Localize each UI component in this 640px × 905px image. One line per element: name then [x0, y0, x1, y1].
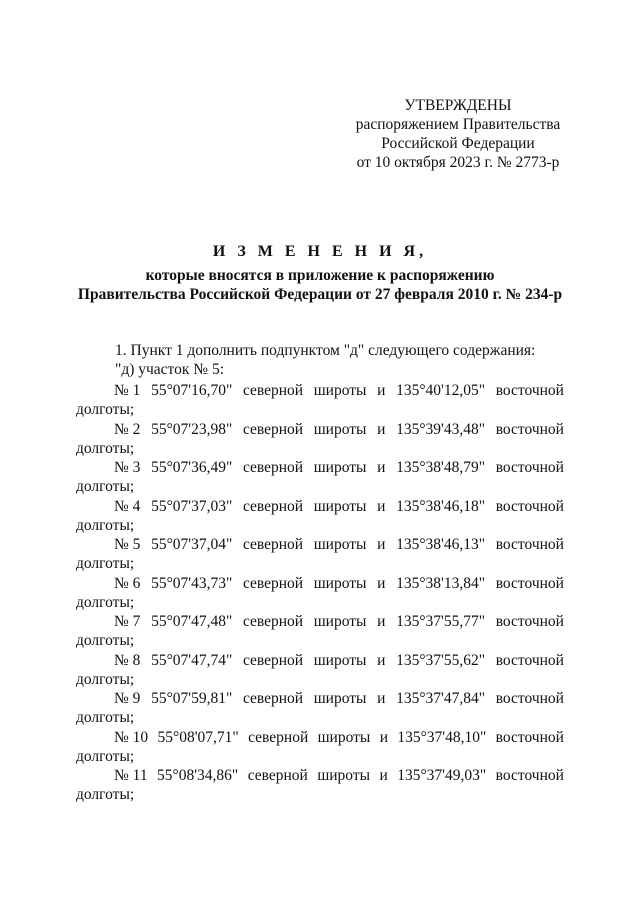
- and-word: и: [377, 420, 386, 438]
- east-word: восточной: [495, 420, 564, 438]
- coordinate-point-1: [76, 380, 564, 419]
- east-word: восточной: [495, 497, 564, 515]
- longitude-value: 135°38'48,79": [396, 459, 486, 476]
- latitude-word: широты: [313, 651, 367, 669]
- longitude-value: 135°40'12,05": [396, 382, 486, 399]
- north-word: северной: [242, 574, 304, 592]
- and-word: и: [377, 459, 386, 476]
- north-word: северной: [242, 420, 304, 438]
- east-word: восточной: [495, 767, 564, 784]
- longitude-value: 135°37'47,84": [396, 690, 486, 707]
- section-heading: "д) участок № 5:: [115, 361, 224, 378]
- north-word: северной: [242, 382, 304, 399]
- latitude-value: 55°07'47,74": [151, 651, 233, 669]
- point-number: № 6: [114, 574, 141, 592]
- longitude-word: долготы;: [76, 747, 135, 765]
- latitude-word: широты: [313, 536, 367, 553]
- approval-heading: УТВЕРЖДЕНЫ: [404, 97, 512, 114]
- point-number: № 3: [114, 459, 141, 476]
- longitude-word: долготы;: [76, 439, 135, 457]
- east-word: восточной: [495, 728, 564, 746]
- latitude-value: 55°08'07,71": [157, 728, 239, 746]
- latitude-value: 55°07'59,81": [151, 690, 233, 707]
- longitude-word: долготы;: [76, 401, 135, 418]
- north-word: северной: [242, 459, 304, 476]
- north-word: северной: [242, 690, 304, 707]
- point-number: № 9: [114, 690, 141, 707]
- latitude-word: широты: [313, 382, 367, 399]
- latitude-value: 55°07'16,70": [151, 382, 233, 399]
- coordinate-point-5: [76, 534, 564, 573]
- longitude-value: 135°38'13,84": [396, 574, 486, 592]
- approval-authority-country: Российской Федерации: [381, 135, 535, 152]
- longitude-value: 135°37'49,03": [397, 767, 487, 784]
- east-word: восточной: [495, 459, 564, 476]
- latitude-word: широты: [317, 767, 371, 784]
- latitude-value: 55°08'34,86": [157, 767, 239, 784]
- north-word: северной: [242, 497, 304, 515]
- north-word: северной: [248, 728, 309, 746]
- approval-authority: распоряжением Правительства: [355, 116, 561, 133]
- latitude-value: 55°07'37,03": [151, 497, 233, 515]
- point-number: № 5: [114, 536, 141, 553]
- approval-date-number: от 10 октября 2023 г. № 2773-р: [356, 154, 560, 171]
- latitude-word: широты: [313, 497, 367, 515]
- point-number: № 4: [114, 497, 141, 515]
- longitude-word: долготы;: [76, 516, 135, 534]
- and-word: и: [379, 728, 388, 746]
- longitude-value: 135°39'43,48": [396, 420, 486, 438]
- longitude-word: долготы;: [76, 786, 135, 803]
- longitude-word: долготы;: [76, 593, 135, 611]
- coordinate-point-11: [76, 765, 564, 804]
- longitude-value: 135°37'55,77": [396, 613, 486, 630]
- longitude-word: долготы;: [76, 632, 135, 649]
- longitude-value: 135°38'46,13": [396, 536, 486, 553]
- document-subtitle: [60, 266, 580, 304]
- north-word: северной: [242, 613, 304, 630]
- coordinate-point-4: [76, 496, 564, 535]
- intro-paragraph: 1. Пункт 1 дополнить подпунктом "д" следующего содержания:: [115, 342, 536, 359]
- coordinate-point-6: [76, 573, 564, 612]
- north-word: северной: [242, 651, 304, 669]
- and-word: и: [379, 767, 388, 784]
- point-number: № 10: [114, 728, 149, 746]
- and-word: и: [377, 651, 386, 669]
- coordinate-point-10: [76, 727, 564, 766]
- latitude-word: широты: [313, 420, 367, 438]
- latitude-value: 55°07'43,73": [151, 574, 233, 592]
- latitude-word: широты: [317, 728, 371, 746]
- latitude-word: широты: [313, 613, 367, 630]
- latitude-value: 55°07'23,98": [151, 420, 233, 438]
- and-word: и: [377, 613, 386, 630]
- latitude-word: широты: [313, 459, 367, 476]
- longitude-value: 135°37'48,10": [397, 728, 487, 746]
- east-word: восточной: [495, 690, 564, 707]
- subtitle-line-1: которые вносятся в приложение к распоряжению: [145, 267, 495, 284]
- point-number: № 1: [114, 382, 141, 399]
- longitude-word: долготы;: [76, 709, 135, 726]
- longitude-value: 135°37'55,62": [396, 651, 486, 669]
- and-word: и: [377, 382, 386, 399]
- coordinate-list: [76, 380, 564, 804]
- and-word: и: [377, 690, 386, 707]
- latitude-word: широты: [313, 574, 367, 592]
- latitude-value: 55°07'36,49": [151, 459, 233, 476]
- point-number: № 7: [114, 613, 141, 630]
- east-word: восточной: [495, 613, 564, 630]
- latitude-word: широты: [313, 690, 367, 707]
- east-word: восточной: [495, 574, 564, 592]
- coordinate-point-3: [76, 457, 564, 496]
- longitude-word: долготы;: [76, 478, 135, 495]
- north-word: северной: [247, 767, 308, 784]
- intro: [115, 341, 575, 379]
- north-word: северной: [242, 536, 304, 553]
- coordinate-point-7: [76, 611, 564, 650]
- latitude-value: 55°07'47,48": [151, 613, 233, 630]
- longitude-word: долготы;: [76, 555, 135, 572]
- point-number: № 11: [114, 767, 148, 784]
- point-number: № 8: [114, 651, 141, 669]
- longitude-value: 135°38'46,18": [396, 497, 486, 515]
- coordinate-point-9: [76, 688, 564, 727]
- and-word: и: [377, 497, 386, 515]
- and-word: и: [377, 536, 386, 553]
- latitude-value: 55°07'37,04": [151, 536, 233, 553]
- east-word: восточной: [495, 651, 564, 669]
- longitude-word: долготы;: [76, 670, 135, 688]
- point-number: № 2: [114, 420, 141, 438]
- coordinate-point-2: [76, 419, 564, 458]
- coordinate-point-8: [76, 650, 564, 689]
- approval-stamp: [340, 96, 576, 172]
- subtitle-line-2: Правительства Российской Федерации от 27 февраля 2010 г. № 234-р: [77, 286, 563, 303]
- and-word: и: [377, 574, 386, 592]
- east-word: восточной: [495, 382, 564, 399]
- east-word: восточной: [495, 536, 564, 553]
- document-title: И З М Е Н Е Н И Я,: [212, 243, 428, 260]
